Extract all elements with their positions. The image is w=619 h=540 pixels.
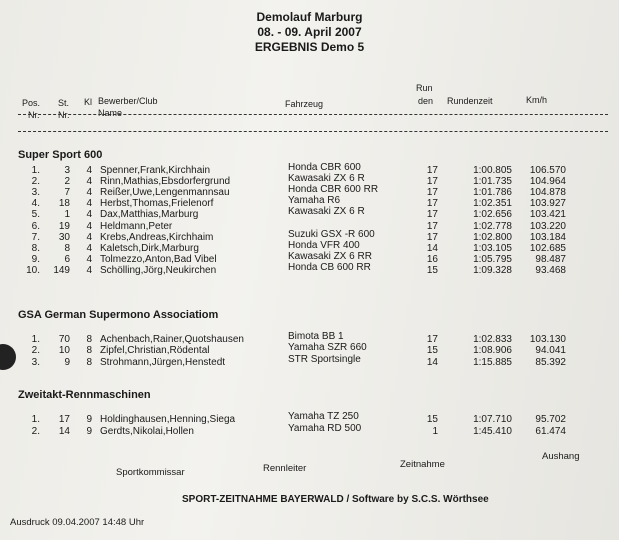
header-rule-lower xyxy=(18,131,608,132)
start-number: 70 xyxy=(58,334,70,345)
col-st: St. xyxy=(58,98,70,108)
position-number: 3. xyxy=(31,187,40,199)
class-number: 9 xyxy=(86,414,92,425)
class-number: 9 xyxy=(86,425,92,437)
position-number: 8. xyxy=(31,242,40,254)
laps-count: 14 xyxy=(426,356,438,368)
class-number: 4 xyxy=(86,209,92,221)
position-number: 2. xyxy=(31,176,40,188)
punch-hole xyxy=(0,344,16,370)
position-number: 9. xyxy=(31,253,40,265)
class-number: 4 xyxy=(86,242,92,254)
speed-kmh: 104.878 xyxy=(529,187,566,199)
lap-time: 1:05.795 xyxy=(473,253,512,265)
event-dates: 08. - 09. April 2007 xyxy=(257,25,362,39)
position-number: 10. xyxy=(26,264,40,276)
vehicle-name: Bimota BB 1 xyxy=(288,331,344,342)
laps-count: 16 xyxy=(426,253,438,265)
rider-name: Dax,Matthias,Marburg xyxy=(100,209,199,221)
laps-count: 17 xyxy=(426,209,438,221)
col-kmh: Km/h xyxy=(526,95,548,105)
vehicle-name: Kawasaki ZX 6 RR xyxy=(288,250,372,262)
speed-kmh: 103.130 xyxy=(529,334,566,345)
rider-name: Rinn,Mathias,Ebsdorfergrund xyxy=(100,176,231,188)
rider-name: Schölling,Jörg,Neukirchen xyxy=(100,264,217,276)
col-rundenzeit: Rundenzeit xyxy=(447,96,493,106)
start-number: 1 xyxy=(64,209,70,221)
start-number: 6 xyxy=(64,253,70,265)
start-number: 149 xyxy=(53,264,70,276)
lap-time: 1:02.800 xyxy=(473,231,512,243)
col-den: den xyxy=(418,96,434,106)
position-number: 1. xyxy=(31,334,40,345)
col-pos-nr: Nr. xyxy=(28,110,40,120)
laps-count: 15 xyxy=(426,414,438,425)
rider-name: Reißer,Uwe,Lengenmannsau xyxy=(100,187,230,199)
start-number: 14 xyxy=(58,425,70,437)
header-rule-upper xyxy=(18,114,608,115)
vehicle-name: Yamaha TZ 250 xyxy=(288,411,359,422)
col-pos: Pos. xyxy=(22,98,41,108)
laps-count: 14 xyxy=(426,242,438,254)
speed-kmh: 104.964 xyxy=(529,176,566,188)
footer-printed: Ausdruck 09.04.2007 14:48 Uhr xyxy=(10,517,145,528)
section-title: GSA German Supermono Associatiom xyxy=(18,309,219,321)
vehicle-name: STR Sportsingle xyxy=(288,353,361,365)
laps-count: 17 xyxy=(426,334,438,345)
start-number: 8 xyxy=(64,242,70,254)
position-number: 2. xyxy=(31,345,40,357)
event-title: Demolauf Marburg xyxy=(256,10,363,24)
laps-count: 15 xyxy=(426,345,438,357)
rider-name: Gerdts,Nikolai,Hollen xyxy=(100,425,194,437)
laps-count: 17 xyxy=(426,220,438,232)
vehicle-name: Honda VFR 400 xyxy=(288,239,360,251)
position-number: 1. xyxy=(31,414,40,425)
class-number: 8 xyxy=(86,345,92,357)
laps-count: 1 xyxy=(432,425,438,437)
class-number: 4 xyxy=(86,231,92,243)
vehicle-name: Suzuki GSX -R 600 xyxy=(288,228,375,240)
class-number: 8 xyxy=(86,334,92,345)
rider-name: Zipfel,Christian,Rödental xyxy=(100,345,210,357)
laps-count: 17 xyxy=(426,198,438,210)
vehicle-name: Honda CB 600 RR xyxy=(288,261,371,273)
lap-time: 1:45.410 xyxy=(473,425,512,437)
laps-count: 17 xyxy=(426,187,438,199)
rider-name: Tolmezzo,Anton,Bad Vibel xyxy=(100,253,217,265)
speed-kmh: 85.392 xyxy=(535,356,566,368)
speed-kmh: 98.487 xyxy=(535,253,566,265)
speed-kmh: 103.927 xyxy=(529,198,566,210)
col-st-nr: Nr. xyxy=(58,110,70,120)
start-number: 18 xyxy=(58,198,70,210)
speed-kmh: 95.702 xyxy=(535,414,566,425)
col-bewerber: Bewerber/Club xyxy=(98,96,158,106)
laps-count: 17 xyxy=(426,165,438,176)
col-kl: Kl xyxy=(84,97,93,107)
lap-time: 1:00.805 xyxy=(473,165,512,176)
class-number: 4 xyxy=(86,220,92,232)
col-name: Name xyxy=(98,108,123,118)
rider-name: Heldmann,Peter xyxy=(100,220,173,232)
speed-kmh: 94.041 xyxy=(535,345,566,357)
laps-count: 15 xyxy=(426,264,438,276)
start-number: 7 xyxy=(64,187,70,199)
class-number: 4 xyxy=(86,253,92,265)
speed-kmh: 93.468 xyxy=(535,264,566,276)
rider-name: Achenbach,Rainer,Quotshausen xyxy=(100,334,244,345)
lap-time: 1:02.656 xyxy=(473,209,512,221)
start-number: 2 xyxy=(64,176,70,188)
rider-name: Herbst,Thomas,Frielenorf xyxy=(100,198,214,210)
vehicle-name: Kawasaki ZX 6 R xyxy=(288,206,365,218)
section-title: Zweitakt-Rennmaschinen xyxy=(18,389,151,401)
start-number: 30 xyxy=(58,231,70,243)
position-number: 7. xyxy=(31,231,40,243)
speed-kmh: 103.220 xyxy=(529,220,566,232)
rider-name: Kaletsch,Dirk,Marburg xyxy=(100,242,199,254)
position-number: 3. xyxy=(31,356,40,368)
position-number: 2. xyxy=(31,425,40,437)
section-title: Super Sport 600 xyxy=(18,149,103,161)
col-fahrzeug: Fahrzeug xyxy=(285,99,324,109)
rider-name: Krebs,Andreas,Kirchhaim xyxy=(100,231,214,243)
position-number: 1. xyxy=(31,165,40,176)
lap-time: 1:02.351 xyxy=(473,198,512,210)
start-number: 9 xyxy=(64,356,70,368)
speed-kmh: 102.685 xyxy=(529,242,566,254)
signature-aushang: Aushang xyxy=(542,451,580,462)
signature-zeitnahme: Zeitnahme xyxy=(400,459,445,470)
position-number: 4. xyxy=(31,198,40,210)
position-number: 6. xyxy=(31,220,40,232)
laps-count: 17 xyxy=(426,231,438,243)
col-run: Run xyxy=(416,83,433,93)
speed-kmh: 61.474 xyxy=(535,425,566,437)
speed-kmh: 103.421 xyxy=(529,209,566,221)
class-number: 8 xyxy=(86,356,92,368)
start-number: 3 xyxy=(64,165,70,176)
class-number: 4 xyxy=(86,176,92,188)
lap-time: 1:08.906 xyxy=(473,345,512,357)
result-title: ERGEBNIS Demo 5 xyxy=(254,40,365,54)
class-number: 4 xyxy=(86,198,92,210)
start-number: 19 xyxy=(58,220,70,232)
lap-time: 1:15.885 xyxy=(473,356,512,368)
lap-time: 1:09.328 xyxy=(473,264,512,276)
rider-name: Spenner,Frank,Kirchhain xyxy=(100,165,211,176)
lap-time: 1:03.105 xyxy=(473,242,512,254)
vehicle-name: Yamaha SZR 660 xyxy=(288,342,367,354)
footer-credit: SPORT-ZEITNAHME BAYERWALD / Software by S.C.S. Wörthsee xyxy=(182,494,489,505)
rider-name: Strohmann,Jürgen,Henstedt xyxy=(100,356,226,368)
start-number: 17 xyxy=(58,414,70,425)
vehicle-name: Honda CBR 600 xyxy=(288,162,361,173)
vehicle-name: Honda CBR 600 RR xyxy=(288,184,379,196)
class-number: 4 xyxy=(86,165,92,176)
vehicle-name: Kawasaki ZX 6 R xyxy=(288,173,365,185)
class-number: 4 xyxy=(86,187,92,199)
position-number: 5. xyxy=(31,209,40,221)
lap-time: 1:02.833 xyxy=(473,334,512,345)
signature-rennleiter: Rennleiter xyxy=(263,463,307,474)
lap-time: 1:01.786 xyxy=(473,187,512,199)
lap-time: 1:01.735 xyxy=(473,176,512,188)
laps-count: 17 xyxy=(426,176,438,188)
vehicle-name: Yamaha R6 xyxy=(288,195,341,207)
vehicle-name: Yamaha RD 500 xyxy=(288,422,362,434)
signature-sportkommissar: Sportkommissar xyxy=(116,467,185,478)
rider-name: Holdinghausen,Henning,Siega xyxy=(100,414,236,425)
lap-time: 1:07.710 xyxy=(473,414,512,425)
speed-kmh: 103.184 xyxy=(529,231,566,243)
class-number: 4 xyxy=(86,264,92,276)
start-number: 10 xyxy=(58,345,70,357)
lap-time: 1:02.778 xyxy=(473,220,512,232)
speed-kmh: 106.570 xyxy=(529,165,566,176)
